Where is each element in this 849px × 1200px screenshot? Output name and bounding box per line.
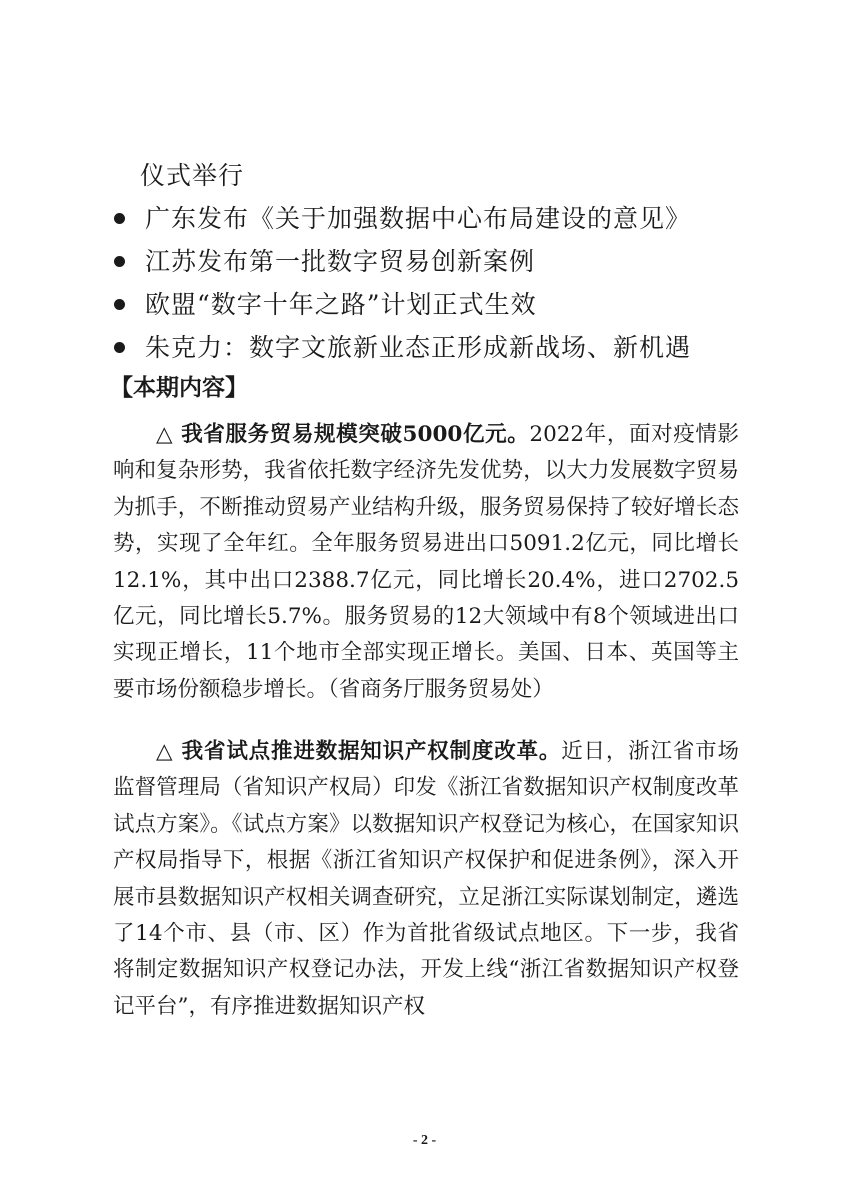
list-item: [112, 197, 691, 240]
article-paragraph: [113, 417, 739, 708]
article-paragraph: [113, 734, 739, 1025]
bullet-dot-icon: [114, 342, 125, 353]
bullet-dot-icon: [114, 256, 125, 267]
continued-bullet-text: 仪式举行: [140, 161, 245, 190]
article-headline: 我省试点推进数据知识产权制度改革。: [181, 739, 562, 764]
bullet-list: [112, 197, 691, 369]
list-item: [112, 240, 691, 283]
triangle-marker-icon: △: [156, 422, 182, 447]
section-heading: 【本期内容】: [110, 375, 248, 401]
bullet-text: 朱克力：数字文旅新业态正形成新战场、新机遇: [145, 333, 692, 362]
page-number: - 2 -: [412, 1133, 437, 1148]
list-item: [112, 326, 691, 369]
triangle-marker-icon: △: [156, 739, 182, 764]
bullet-text: 江苏发布第一批数字贸易创新案例: [145, 247, 536, 276]
article-headline: 我省服务贸易规模突破5000亿元。: [181, 422, 530, 447]
article-body: 2022年，面对疫情影响和复杂形势，我省依托数字经济先发优势，以大力发展数字贸易为抓手，不断推动贸易产业结构升级，服务贸易保持了较好增长态势，实现了全年红。全年服务贸易进出口5091.2亿元，同比增长12.1%，其中出口2388.7亿元，同比增长20.4%，进口2702.5亿元，同比增长5.7%。服务贸易的12大领域中有8个领域进出口实现正增长，11个地市全部实现正增长。美国、日本、英国等主要市场份额稳步增长。（省商务厅服务贸易处）: [113, 422, 739, 702]
bullet-text: 欧盟“数字十年之路”计划正式生效: [145, 290, 537, 319]
article-body: 近日，浙江省市场监督管理局（省知识产权局）印发《浙江省数据知识产权制度改革试点方案》。《试点方案》以数据知识产权登记为核心，在国家知识产权局指导下，根据《浙江省知识产权保护和促进条例》，深入开展市县数据知识产权相关调查研究，立足浙江实际谋划制定，遴选了14个市、县（市、区）作为首批省级试点地区。下一步，我省将制定数据知识产权登记办法，开发上线“浙江省数据知识产权登记平台”，有序推进数据知识产权: [113, 739, 739, 1019]
bullet-dot-icon: [114, 299, 125, 310]
list-item: [112, 283, 691, 326]
bullet-dot-icon: [114, 213, 125, 224]
bullet-text: 广东发布《关于加强数据中心布局建设的意见》: [145, 204, 692, 233]
